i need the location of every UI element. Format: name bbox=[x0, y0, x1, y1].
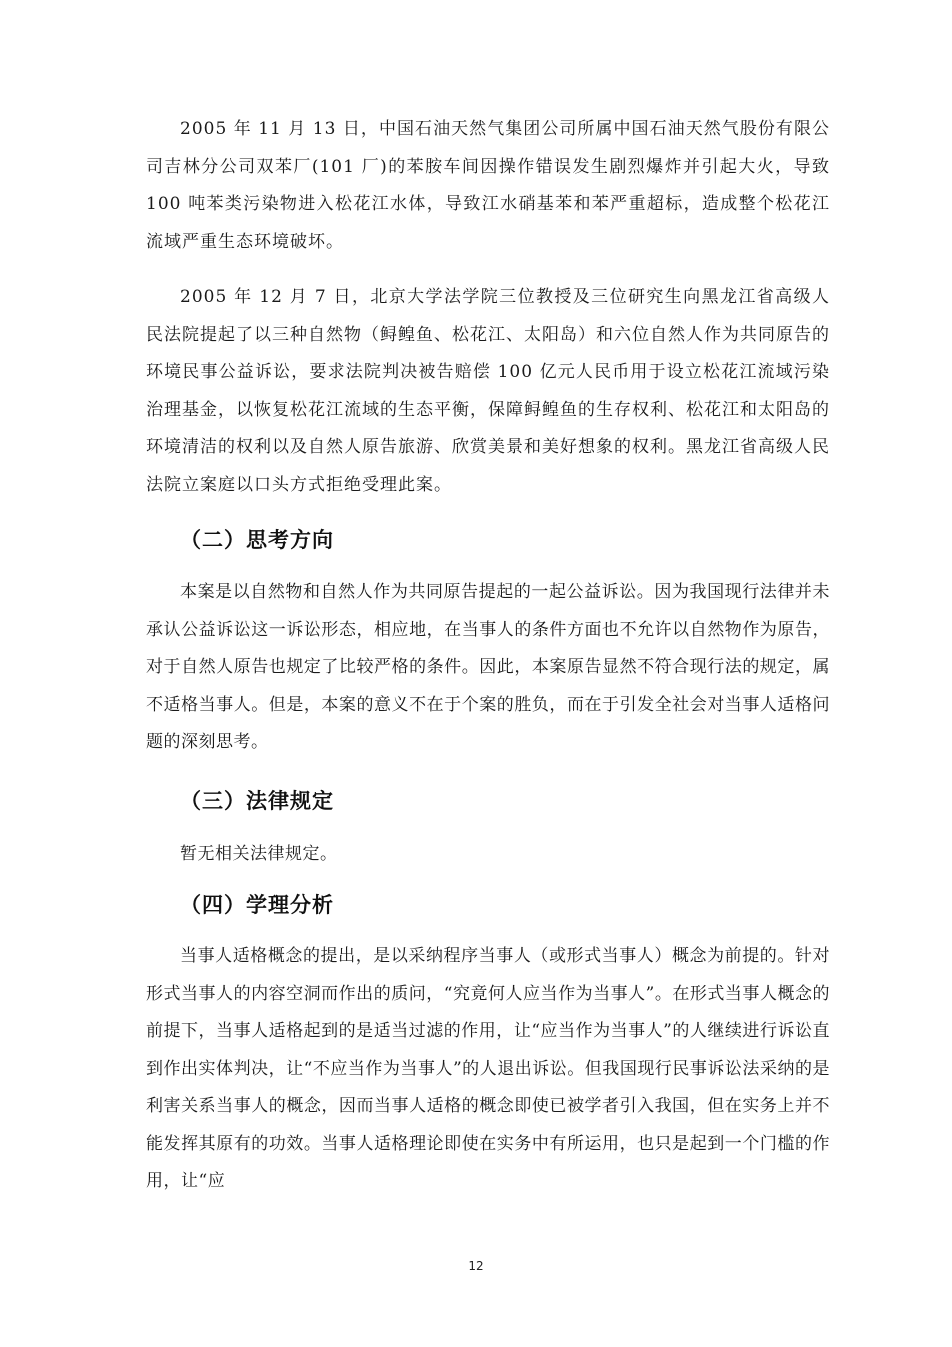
theoretical-analysis-paragraph: 当事人适格概念的提出，是以采纳程序当事人（或形式当事人）概念为前提的。针对形式当事人的内容空洞而作出的质问，“究竟何人应当作为当事人”。在形式当事人概念的前提下，当事人适格起到的是适当过滤的作用，让“应当作为当事人”的人继续进行诉讼直到作出实体判决，让“不应当作为当事人”的人退出诉讼。但我国现行民事诉讼法采纳的是利害关系当事人的概念，因而当事人适格的概念即使已被学者引入我国，但在实务上并不能发挥其原有的功效。当事人适格理论即使在实务中有所运用，也只是起到一个门槛的作用，让“应 bbox=[146, 946, 830, 1191]
thinking-direction-paragraph: 本案是以自然物和自然人作为共同原告提起的一起公益诉讼。因为我国现行法律并未承认公益诉讼这一诉讼形态，相应地，在当事人的条件方面也不允许以自然物作为原告，对于自然人原告也规定了比较严格的条件。因此，本案原告显然不符合现行法的规定，属不适格当事人。但是，本案的意义不在于个案的胜负，而在于引发全社会对当事人适格问题的深刻思考。 bbox=[146, 582, 830, 752]
case-paragraph-explosion: 2005 年 11 月 13 日，中国石油天然气集团公司所属中国石油天然气股份有限公司吉林分公司双苯厂(101 厂)的苯胺车间因操作错误发生剧烈爆炸并引起大火，导致 100 吨苯类污染物进入松花江水体，导致江水硝基苯和苯严重超标，造成整个松花江流域严重生态环境破坏。 bbox=[146, 119, 830, 252]
section-heading-theoretical-analysis: （四）学理分析 bbox=[180, 893, 334, 917]
section-heading-thinking-direction: （二）思考方向 bbox=[180, 528, 334, 552]
legal-provisions-paragraph: 暂无相关法律规定。 bbox=[180, 844, 338, 864]
section-heading-legal-provisions: （三）法律规定 bbox=[180, 789, 334, 813]
case-paragraph-lawsuit: 2005 年 12 月 7 日，北京大学法学院三位教授及三位研究生向黑龙江省高级人民法院提起了以三种自然物（鲟鳇鱼、松花江、太阳岛）和六位自然人作为共同原告的环境民事公益诉讼，要求法院判决被告赔偿 100 亿元人民币用于设立松花江流域污染治理基金，以恢复松花江流域的生态平衡，保障鲟鳇鱼的生存权利、松花江和太阳岛的环境清洁的权利以及自然人原告旅游、欣赏美景和美好想象的权利。黑龙江省高级人民法院立案庭以口头方式拒绝受理此案。 bbox=[146, 287, 830, 495]
page-number: 12 bbox=[468, 1259, 484, 1273]
